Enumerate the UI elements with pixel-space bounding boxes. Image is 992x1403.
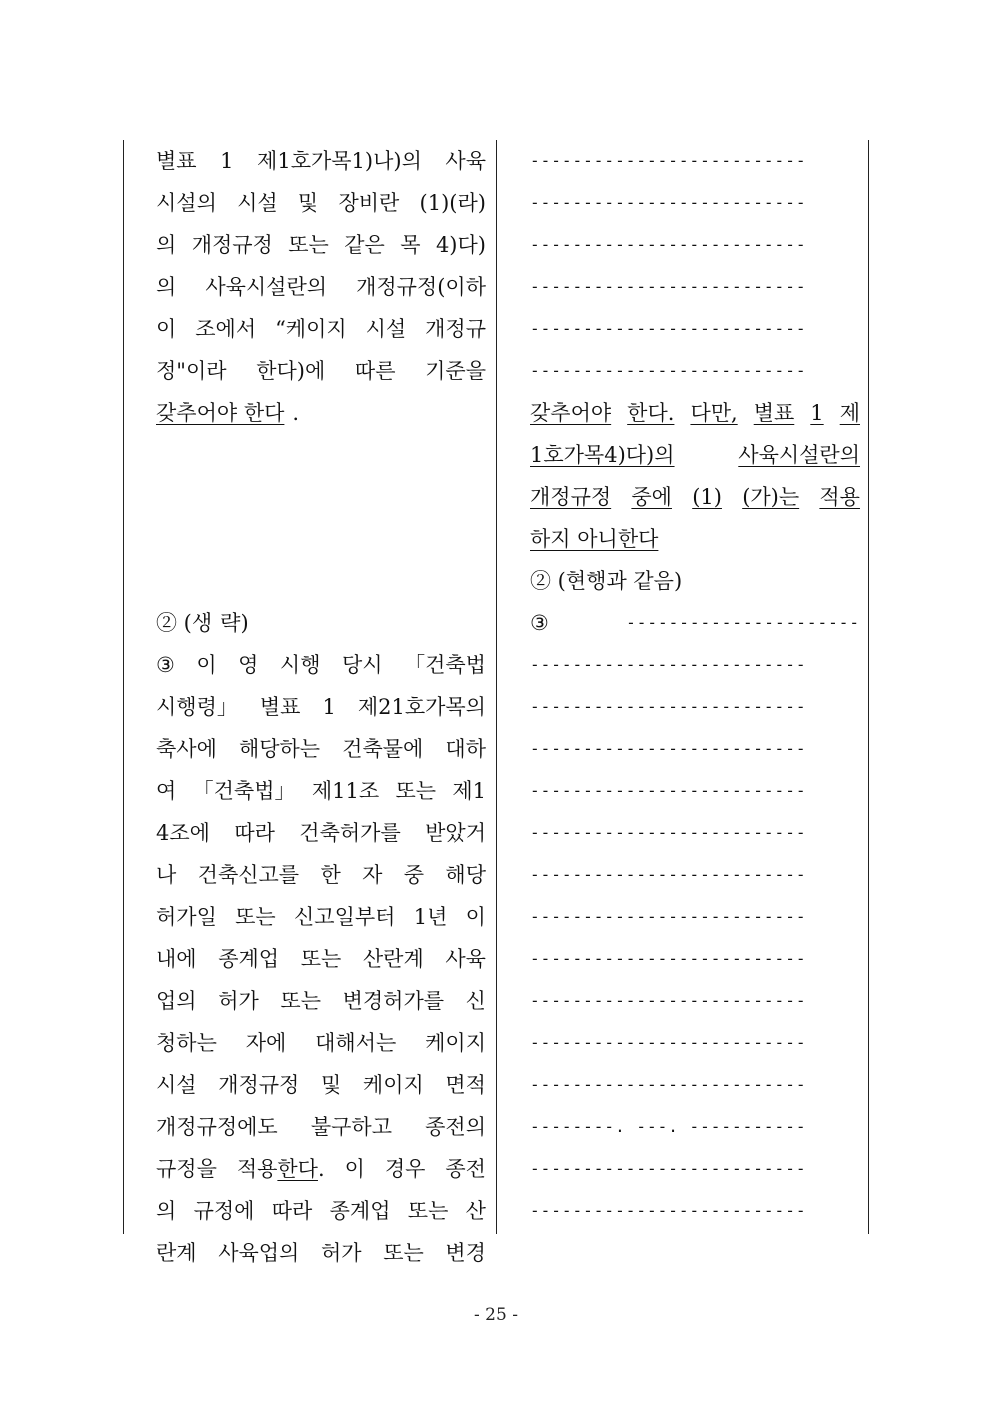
- text-word: 또는: [383, 1241, 424, 1265]
- text-line: [156, 560, 486, 602]
- text-line: [156, 1190, 486, 1232]
- dash-placeholder: --------------------------: [530, 1075, 807, 1094]
- text-line: [156, 728, 486, 770]
- text-word: 업의: [156, 989, 197, 1013]
- text-word: 사육: [445, 149, 486, 173]
- text-word: 개정규정: [530, 485, 612, 509]
- text-word: 불구하고: [310, 1115, 392, 1139]
- page-number: - 25 -: [474, 1305, 518, 1325]
- text-word: (1): [692, 485, 722, 509]
- text-word: 1: [810, 401, 824, 425]
- text-word: 제11조: [311, 779, 380, 803]
- dash-placeholder: --------------------------: [530, 991, 807, 1010]
- text-word: 산: [465, 1199, 486, 1223]
- text-word: 중: [403, 863, 425, 887]
- text-word: (1)(라): [419, 191, 486, 215]
- text-line: [530, 518, 860, 560]
- text-word: 자: [362, 863, 383, 887]
- text-word: 대하: [445, 737, 486, 761]
- text-word: 면적: [445, 1073, 486, 1097]
- text-line: [530, 980, 860, 1022]
- text-line: [530, 812, 860, 854]
- text-word: 개정규정: [191, 233, 273, 257]
- dash-placeholder: --------------------------: [530, 907, 807, 926]
- text-word: 또는: [288, 233, 329, 257]
- text-word: 신고일부터: [294, 905, 396, 929]
- text-word: 건축물에: [342, 737, 424, 761]
- text-word: 중에: [631, 485, 672, 509]
- dash-placeholder: --------------------------: [530, 319, 807, 338]
- text-word: 한다.: [627, 401, 675, 425]
- dash-placeholder: --------------------------: [530, 151, 807, 170]
- text-word: 경우: [384, 1157, 426, 1181]
- text-line: [530, 938, 860, 980]
- text-line: [530, 770, 860, 812]
- text-word: .: [292, 401, 300, 425]
- text-word: 의: [156, 233, 177, 257]
- text-line: [530, 1106, 860, 1148]
- text-line: [156, 434, 486, 476]
- text-line: [156, 1064, 486, 1106]
- text-word: 기준을: [425, 359, 486, 383]
- text-word: 개정규정(이하: [356, 275, 486, 299]
- text-word: 내에: [156, 947, 197, 971]
- text-word: 목: [400, 233, 421, 257]
- dash-placeholder: --------------------------: [530, 781, 807, 800]
- text-word: 및: [297, 191, 319, 215]
- text-word: 및: [320, 1073, 342, 1097]
- text-line: [156, 392, 486, 434]
- table-border-right: [868, 140, 869, 1234]
- text-word: 축사에: [156, 737, 217, 761]
- text-word: 신: [465, 989, 486, 1013]
- dash-placeholder: --------------------------: [530, 193, 807, 212]
- dash-placeholder: --------------------------: [530, 1159, 807, 1178]
- text-word: 시행령」: [156, 695, 238, 719]
- text-line: [156, 518, 486, 560]
- text-line: [156, 182, 486, 224]
- text-line: [156, 854, 486, 896]
- text-line: [156, 308, 486, 350]
- text-word: 종전의: [425, 1115, 486, 1139]
- text-word: 제1: [452, 779, 486, 803]
- text-word: 케이지: [362, 1073, 424, 1097]
- text-word: 변경: [445, 1241, 486, 1265]
- dash-placeholder: --------------------------: [530, 655, 807, 674]
- text-word: 이: [344, 1157, 365, 1181]
- text-word: 또는: [395, 779, 437, 803]
- text-line: [530, 1190, 860, 1232]
- text-line: [530, 644, 860, 686]
- text-word: 사육시설란의: [205, 275, 328, 299]
- text-line: [530, 560, 860, 602]
- text-word: 사육업의: [218, 1241, 300, 1265]
- text-word: 당시: [342, 653, 383, 677]
- text-word: 변경허가를: [342, 989, 445, 1013]
- text-word: 의: [156, 275, 177, 299]
- text-line: [530, 1148, 860, 1190]
- dash-placeholder: ----------------------: [626, 613, 860, 632]
- text-word: 산란계: [362, 947, 424, 971]
- text-line: [530, 476, 860, 518]
- dash-placeholder: --------. ---. -----------: [530, 1117, 807, 1136]
- text-line: [156, 980, 486, 1022]
- text-word: 1호가목4)다)의: [530, 443, 675, 467]
- text-word: 다만,: [690, 401, 738, 425]
- text-word: 란계: [156, 1241, 197, 1265]
- text-word: 건축신고를: [197, 863, 300, 887]
- text-word: 시설: [365, 317, 407, 341]
- text-word: 자에: [245, 1031, 287, 1055]
- text-word: 종계업: [218, 947, 280, 971]
- text-word: 따라: [234, 821, 275, 845]
- text-word: 개정규정: [218, 1073, 300, 1097]
- text-word: 한다)에: [256, 359, 326, 383]
- text-word: 하지 아니한다: [530, 527, 659, 551]
- text-word: 해당: [445, 863, 486, 887]
- text-line: [530, 854, 860, 896]
- dash-placeholder: --------------------------: [530, 235, 807, 254]
- text-line: [156, 896, 486, 938]
- text-word: 영: [238, 653, 259, 677]
- text-word: 1년: [413, 905, 448, 929]
- text-word: 1: [322, 695, 336, 719]
- text-word: 또는: [300, 947, 342, 971]
- dash-placeholder: --------------------------: [530, 1201, 807, 1220]
- dash-placeholder: --------------------------: [530, 277, 807, 296]
- text-word: 의: [156, 1199, 177, 1223]
- text-line: [530, 1064, 860, 1106]
- text-line: [156, 476, 486, 518]
- text-word: 따라: [271, 1199, 313, 1223]
- amended-provision-column: [530, 140, 860, 1232]
- text-word: 청하는: [156, 1031, 217, 1055]
- text-word: 별표: [753, 401, 795, 425]
- dash-placeholder: --------------------------: [530, 949, 807, 968]
- text-word: 1: [220, 149, 234, 173]
- text-word: 별표: [156, 149, 197, 173]
- text-line: [156, 812, 486, 854]
- dash-placeholder: --------------------------: [530, 697, 807, 716]
- comparison-table: [123, 140, 869, 1265]
- text-line: [530, 1022, 860, 1064]
- text-line: [156, 602, 486, 644]
- text-word: 이: [196, 653, 217, 677]
- text-word: 제1호가목1)나)의: [257, 149, 422, 173]
- text-word: 대해서는: [315, 1031, 397, 1055]
- text-word: 같은: [344, 233, 385, 257]
- text-word: 갖추어야 한다: [156, 401, 285, 425]
- text-word: 조에서: [195, 317, 257, 341]
- text-word: 규정을: [156, 1157, 217, 1181]
- text-line: [530, 182, 860, 224]
- table-border-left: [123, 140, 124, 1234]
- dash-placeholder: --------------------------: [530, 865, 807, 884]
- text-line: [530, 686, 860, 728]
- text-word: 케이지: [425, 1031, 486, 1055]
- text-line: [156, 1232, 486, 1274]
- text-word: 갖추어야: [530, 401, 612, 425]
- text-word: 종계업: [329, 1199, 391, 1223]
- text-word: 또는: [407, 1199, 449, 1223]
- text-line: [530, 350, 860, 392]
- text-word: 적용: [819, 485, 860, 509]
- text-line: [530, 140, 860, 182]
- text-word: ③: [530, 611, 549, 635]
- text-word: 제: [839, 401, 860, 425]
- text-word: 허가: [218, 989, 259, 1013]
- text-line: [156, 350, 486, 392]
- text-word: 정"이라: [156, 359, 227, 383]
- text-word: 이: [465, 905, 486, 929]
- text-word: 시설의: [156, 191, 217, 215]
- text-word: 해당하는: [238, 737, 321, 761]
- text-word: ③: [156, 653, 175, 677]
- text-word: (가)는: [742, 485, 800, 509]
- text-word: 나: [156, 863, 177, 887]
- text-line: [156, 1148, 486, 1190]
- text-word: 별표: [259, 695, 301, 719]
- text-word: 종전: [445, 1157, 486, 1181]
- text-word: 허가: [320, 1241, 362, 1265]
- current-provision-column: [156, 140, 486, 1274]
- text-word: 건축허가를: [299, 821, 401, 845]
- dash-placeholder: --------------------------: [530, 739, 807, 758]
- text-word: 4조에: [156, 821, 210, 845]
- text-word: 개정규정에도: [156, 1115, 278, 1139]
- text-word: 적용한다.: [236, 1157, 325, 1181]
- text-line: [530, 896, 860, 938]
- table-column-divider: [496, 140, 497, 1234]
- text-line: [156, 224, 486, 266]
- text-line: [530, 224, 860, 266]
- text-word: 또는: [235, 905, 276, 929]
- text-word: 사육시설란의: [738, 443, 860, 467]
- text-word: ② (현행과 같음): [530, 569, 683, 593]
- text-word: 「건축법: [404, 653, 486, 677]
- text-word: 제21호가목의: [357, 695, 486, 719]
- text-word: 사육: [445, 947, 486, 971]
- text-word: 4)다): [435, 233, 486, 257]
- text-line: [156, 686, 486, 728]
- text-line: [530, 392, 860, 434]
- text-word: 또는: [280, 989, 321, 1013]
- text-line: [530, 308, 860, 350]
- text-line: [530, 728, 860, 770]
- text-word: 여: [156, 779, 177, 803]
- text-line: [156, 644, 486, 686]
- text-line: [156, 140, 486, 182]
- text-line: [156, 938, 486, 980]
- text-word: 시설: [156, 1073, 197, 1097]
- text-line: [530, 266, 860, 308]
- text-word: 「건축법」: [192, 779, 296, 803]
- text-word: 이: [156, 317, 177, 341]
- text-line: [156, 1106, 486, 1148]
- text-word: 략): [220, 611, 249, 635]
- text-line: [530, 602, 860, 644]
- text-word: ② (생: [156, 611, 213, 635]
- text-word: 시행: [279, 653, 321, 677]
- text-word: 시설: [237, 191, 278, 215]
- text-line: [156, 1022, 486, 1064]
- text-word: 장비란: [338, 191, 400, 215]
- text-word: 받았거: [425, 821, 486, 845]
- text-word: 허가일: [156, 905, 217, 929]
- text-word: 한: [320, 863, 341, 887]
- text-word: 규정에: [193, 1199, 255, 1223]
- text-line: [530, 434, 860, 476]
- text-line: [156, 770, 486, 812]
- dash-placeholder: --------------------------: [530, 361, 807, 380]
- dash-placeholder: --------------------------: [530, 1033, 807, 1052]
- text-line: [156, 266, 486, 308]
- text-word: 따른: [354, 359, 396, 383]
- text-word: 개정규: [425, 317, 486, 341]
- dash-placeholder: --------------------------: [530, 823, 807, 842]
- text-word: “케이지: [275, 317, 347, 341]
